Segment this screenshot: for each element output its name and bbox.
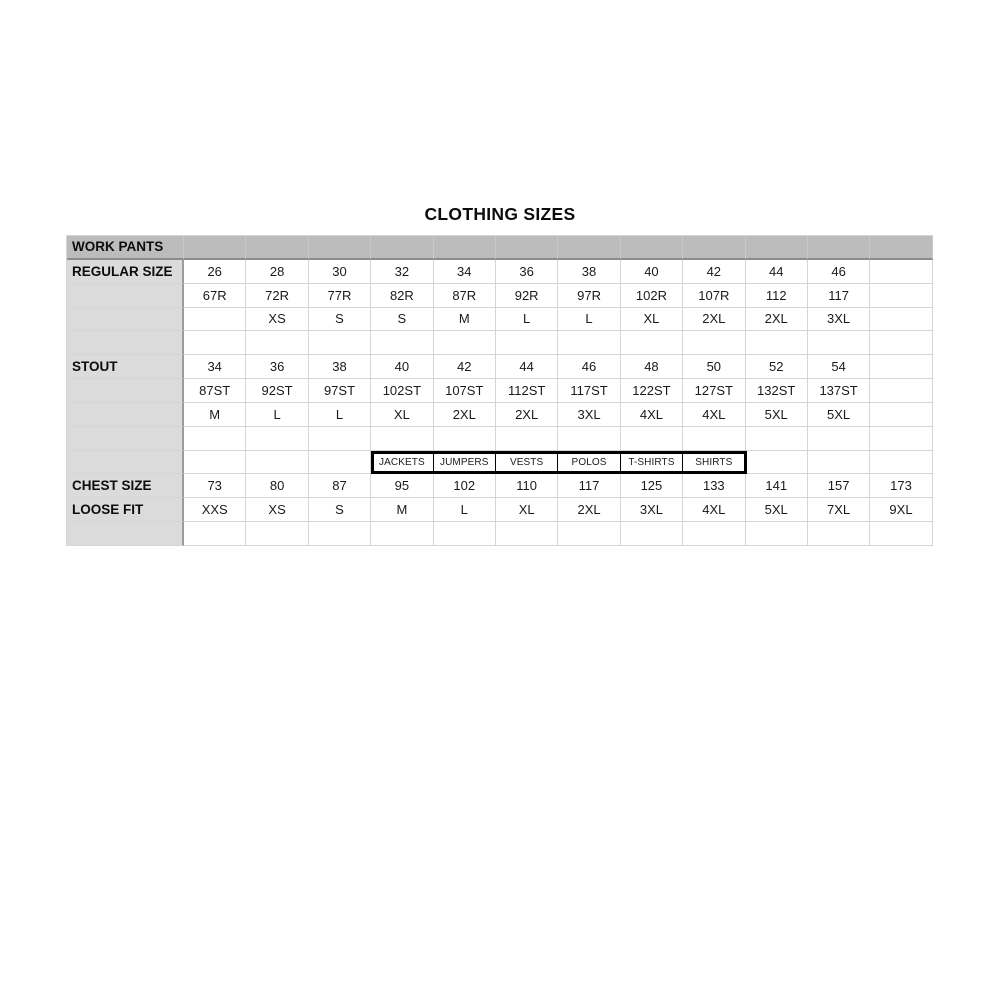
table-header-cell — [746, 236, 808, 260]
table-cell: 87R — [434, 284, 496, 308]
table-cell — [746, 451, 808, 475]
row-label-stout: STOUT — [67, 355, 184, 379]
table-cell: M — [434, 308, 496, 332]
table-cell: 112 — [746, 284, 808, 308]
garment-category-cell: T-SHIRTS — [621, 451, 683, 475]
table-cell — [621, 331, 683, 355]
table-cell — [371, 331, 433, 355]
table-cell — [246, 331, 308, 355]
table-cell: 30 — [309, 260, 371, 284]
table-cell — [184, 308, 246, 332]
table-cell — [870, 308, 932, 332]
table-cell: 50 — [683, 355, 745, 379]
table-header-cell — [184, 236, 246, 260]
row-label-chest-size: CHEST SIZE — [67, 474, 184, 498]
table-cell — [558, 331, 620, 355]
table-cell: XL — [371, 403, 433, 427]
table-cell — [808, 331, 870, 355]
table-cell: 5XL — [746, 403, 808, 427]
table-header-cell — [870, 236, 932, 260]
table-cell: S — [309, 498, 371, 522]
table-cell: 157 — [808, 474, 870, 498]
table-cell: 2XL — [434, 403, 496, 427]
page-title: CLOTHING SIZES — [424, 204, 576, 224]
table-cell: 42 — [683, 260, 745, 284]
table-cell — [870, 379, 932, 403]
table-cell: 48 — [621, 355, 683, 379]
garment-category-cell: VESTS — [496, 451, 558, 475]
table-cell: 36 — [496, 260, 558, 284]
table-cell: 92ST — [246, 379, 308, 403]
table-header-cell — [496, 236, 558, 260]
table-header-cell — [558, 236, 620, 260]
table-cell: 42 — [434, 355, 496, 379]
table-cell: 38 — [558, 260, 620, 284]
table-cell — [870, 355, 932, 379]
table-cell: 44 — [496, 355, 558, 379]
table-cell — [746, 522, 808, 546]
table-cell — [808, 522, 870, 546]
table-cell: 127ST — [683, 379, 745, 403]
garment-category-cell: JACKETS — [371, 451, 433, 475]
table-cell: 32 — [371, 260, 433, 284]
table-cell — [746, 331, 808, 355]
table-cell: 125 — [621, 474, 683, 498]
table-cell: 137ST — [808, 379, 870, 403]
table-cell: XS — [246, 308, 308, 332]
table-cell: 133 — [683, 474, 745, 498]
table-cell: 132ST — [746, 379, 808, 403]
table-cell — [870, 331, 932, 355]
table-cell: L — [496, 308, 558, 332]
table-cell: 107ST — [434, 379, 496, 403]
table-cell — [496, 522, 558, 546]
table-header-cell — [683, 236, 745, 260]
table-cell: 2XL — [558, 498, 620, 522]
table-cell — [746, 427, 808, 451]
table-cell: 34 — [184, 355, 246, 379]
table-cell: 5XL — [746, 498, 808, 522]
table-cell: 67R — [184, 284, 246, 308]
table-cell: 5XL — [808, 403, 870, 427]
table-cell: 87 — [309, 474, 371, 498]
table-cell: 97ST — [309, 379, 371, 403]
table-cell — [309, 522, 371, 546]
table-cell — [184, 522, 246, 546]
table-cell — [870, 403, 932, 427]
table-cell: 40 — [371, 355, 433, 379]
row-label-empty — [67, 522, 184, 546]
table-cell — [621, 427, 683, 451]
table-cell: 112ST — [496, 379, 558, 403]
table-cell: 107R — [683, 284, 745, 308]
table-cell: 87ST — [184, 379, 246, 403]
table-cell: 92R — [496, 284, 558, 308]
table-cell — [309, 451, 371, 475]
table-cell: 36 — [246, 355, 308, 379]
table-cell: 34 — [434, 260, 496, 284]
table-cell: 38 — [309, 355, 371, 379]
table-cell — [434, 522, 496, 546]
table-cell: 173 — [870, 474, 932, 498]
table-cell: 141 — [746, 474, 808, 498]
table-cell: 4XL — [621, 403, 683, 427]
row-label-empty — [67, 308, 184, 332]
table-cell: L — [558, 308, 620, 332]
table-header-cell — [246, 236, 308, 260]
table-cell: 26 — [184, 260, 246, 284]
table-cell: M — [371, 498, 433, 522]
table-cell — [184, 427, 246, 451]
table-cell: 102ST — [371, 379, 433, 403]
table-cell: 52 — [746, 355, 808, 379]
table-cell: L — [246, 403, 308, 427]
table-cell: 54 — [808, 355, 870, 379]
table-cell: L — [434, 498, 496, 522]
table-cell: 110 — [496, 474, 558, 498]
table-cell — [870, 522, 932, 546]
clothing-sizes-table — [66, 235, 933, 546]
row-label-empty — [67, 284, 184, 308]
table-cell — [246, 451, 308, 475]
table-cell — [496, 331, 558, 355]
table-header-cell — [434, 236, 496, 260]
table-cell — [808, 427, 870, 451]
table-cell: S — [309, 308, 371, 332]
table-cell: 102R — [621, 284, 683, 308]
table-cell — [434, 331, 496, 355]
table-cell: 95 — [371, 474, 433, 498]
table-header-cell — [309, 236, 371, 260]
row-label-empty — [67, 331, 184, 355]
garment-category-cell: JUMPERS — [434, 451, 496, 475]
table-cell: 117 — [558, 474, 620, 498]
table-cell — [870, 260, 932, 284]
table-cell: XL — [496, 498, 558, 522]
table-cell — [309, 331, 371, 355]
row-label-regular-size: REGULAR SIZE — [67, 260, 184, 284]
table-cell: L — [309, 403, 371, 427]
table-cell: 3XL — [621, 498, 683, 522]
table-header-label: WORK PANTS — [67, 236, 184, 260]
table-cell — [558, 522, 620, 546]
table-cell: XXS — [184, 498, 246, 522]
table-cell — [558, 427, 620, 451]
table-cell — [371, 522, 433, 546]
table-cell: M — [184, 403, 246, 427]
table-cell: 4XL — [683, 498, 745, 522]
table-cell — [246, 427, 308, 451]
table-cell — [870, 284, 932, 308]
table-cell — [309, 427, 371, 451]
table-cell: 9XL — [870, 498, 932, 522]
table-cell: 46 — [558, 355, 620, 379]
table-cell: XS — [246, 498, 308, 522]
row-label-loose-fit: LOOSE FIT — [67, 498, 184, 522]
table-header-cell — [808, 236, 870, 260]
row-label-empty — [67, 379, 184, 403]
table-cell — [184, 451, 246, 475]
table-cell: 77R — [309, 284, 371, 308]
table-cell — [683, 331, 745, 355]
row-label-empty — [67, 403, 184, 427]
table-cell: S — [371, 308, 433, 332]
garment-category-cell: SHIRTS — [683, 451, 745, 475]
row-label-empty — [67, 427, 184, 451]
table-cell — [496, 427, 558, 451]
table-cell — [870, 427, 932, 451]
table-cell: 7XL — [808, 498, 870, 522]
table-cell: 97R — [558, 284, 620, 308]
table-header-cell — [371, 236, 433, 260]
table-cell: 3XL — [808, 308, 870, 332]
table-cell — [808, 451, 870, 475]
table-cell: 44 — [746, 260, 808, 284]
table-cell: 4XL — [683, 403, 745, 427]
table-cell: 72R — [246, 284, 308, 308]
table-cell — [246, 522, 308, 546]
table-cell: 122ST — [621, 379, 683, 403]
table-cell: 2XL — [496, 403, 558, 427]
table-cell: 28 — [246, 260, 308, 284]
table-header-cell — [621, 236, 683, 260]
table-cell: 102 — [434, 474, 496, 498]
table-cell — [683, 427, 745, 451]
table-cell: 117ST — [558, 379, 620, 403]
table-cell: XL — [621, 308, 683, 332]
garment-category-cell: POLOS — [558, 451, 620, 475]
row-label-empty — [67, 451, 184, 475]
table-cell: 80 — [246, 474, 308, 498]
table-cell: 2XL — [683, 308, 745, 332]
table-cell — [870, 451, 932, 475]
table-cell — [434, 427, 496, 451]
table-cell: 82R — [371, 284, 433, 308]
table-cell: 3XL — [558, 403, 620, 427]
table-cell — [371, 427, 433, 451]
table-cell: 40 — [621, 260, 683, 284]
table-cell — [184, 331, 246, 355]
table-cell: 73 — [184, 474, 246, 498]
table-cell: 46 — [808, 260, 870, 284]
table-cell — [621, 522, 683, 546]
table-cell: 2XL — [746, 308, 808, 332]
table-cell — [683, 522, 745, 546]
table-cell: 117 — [808, 284, 870, 308]
